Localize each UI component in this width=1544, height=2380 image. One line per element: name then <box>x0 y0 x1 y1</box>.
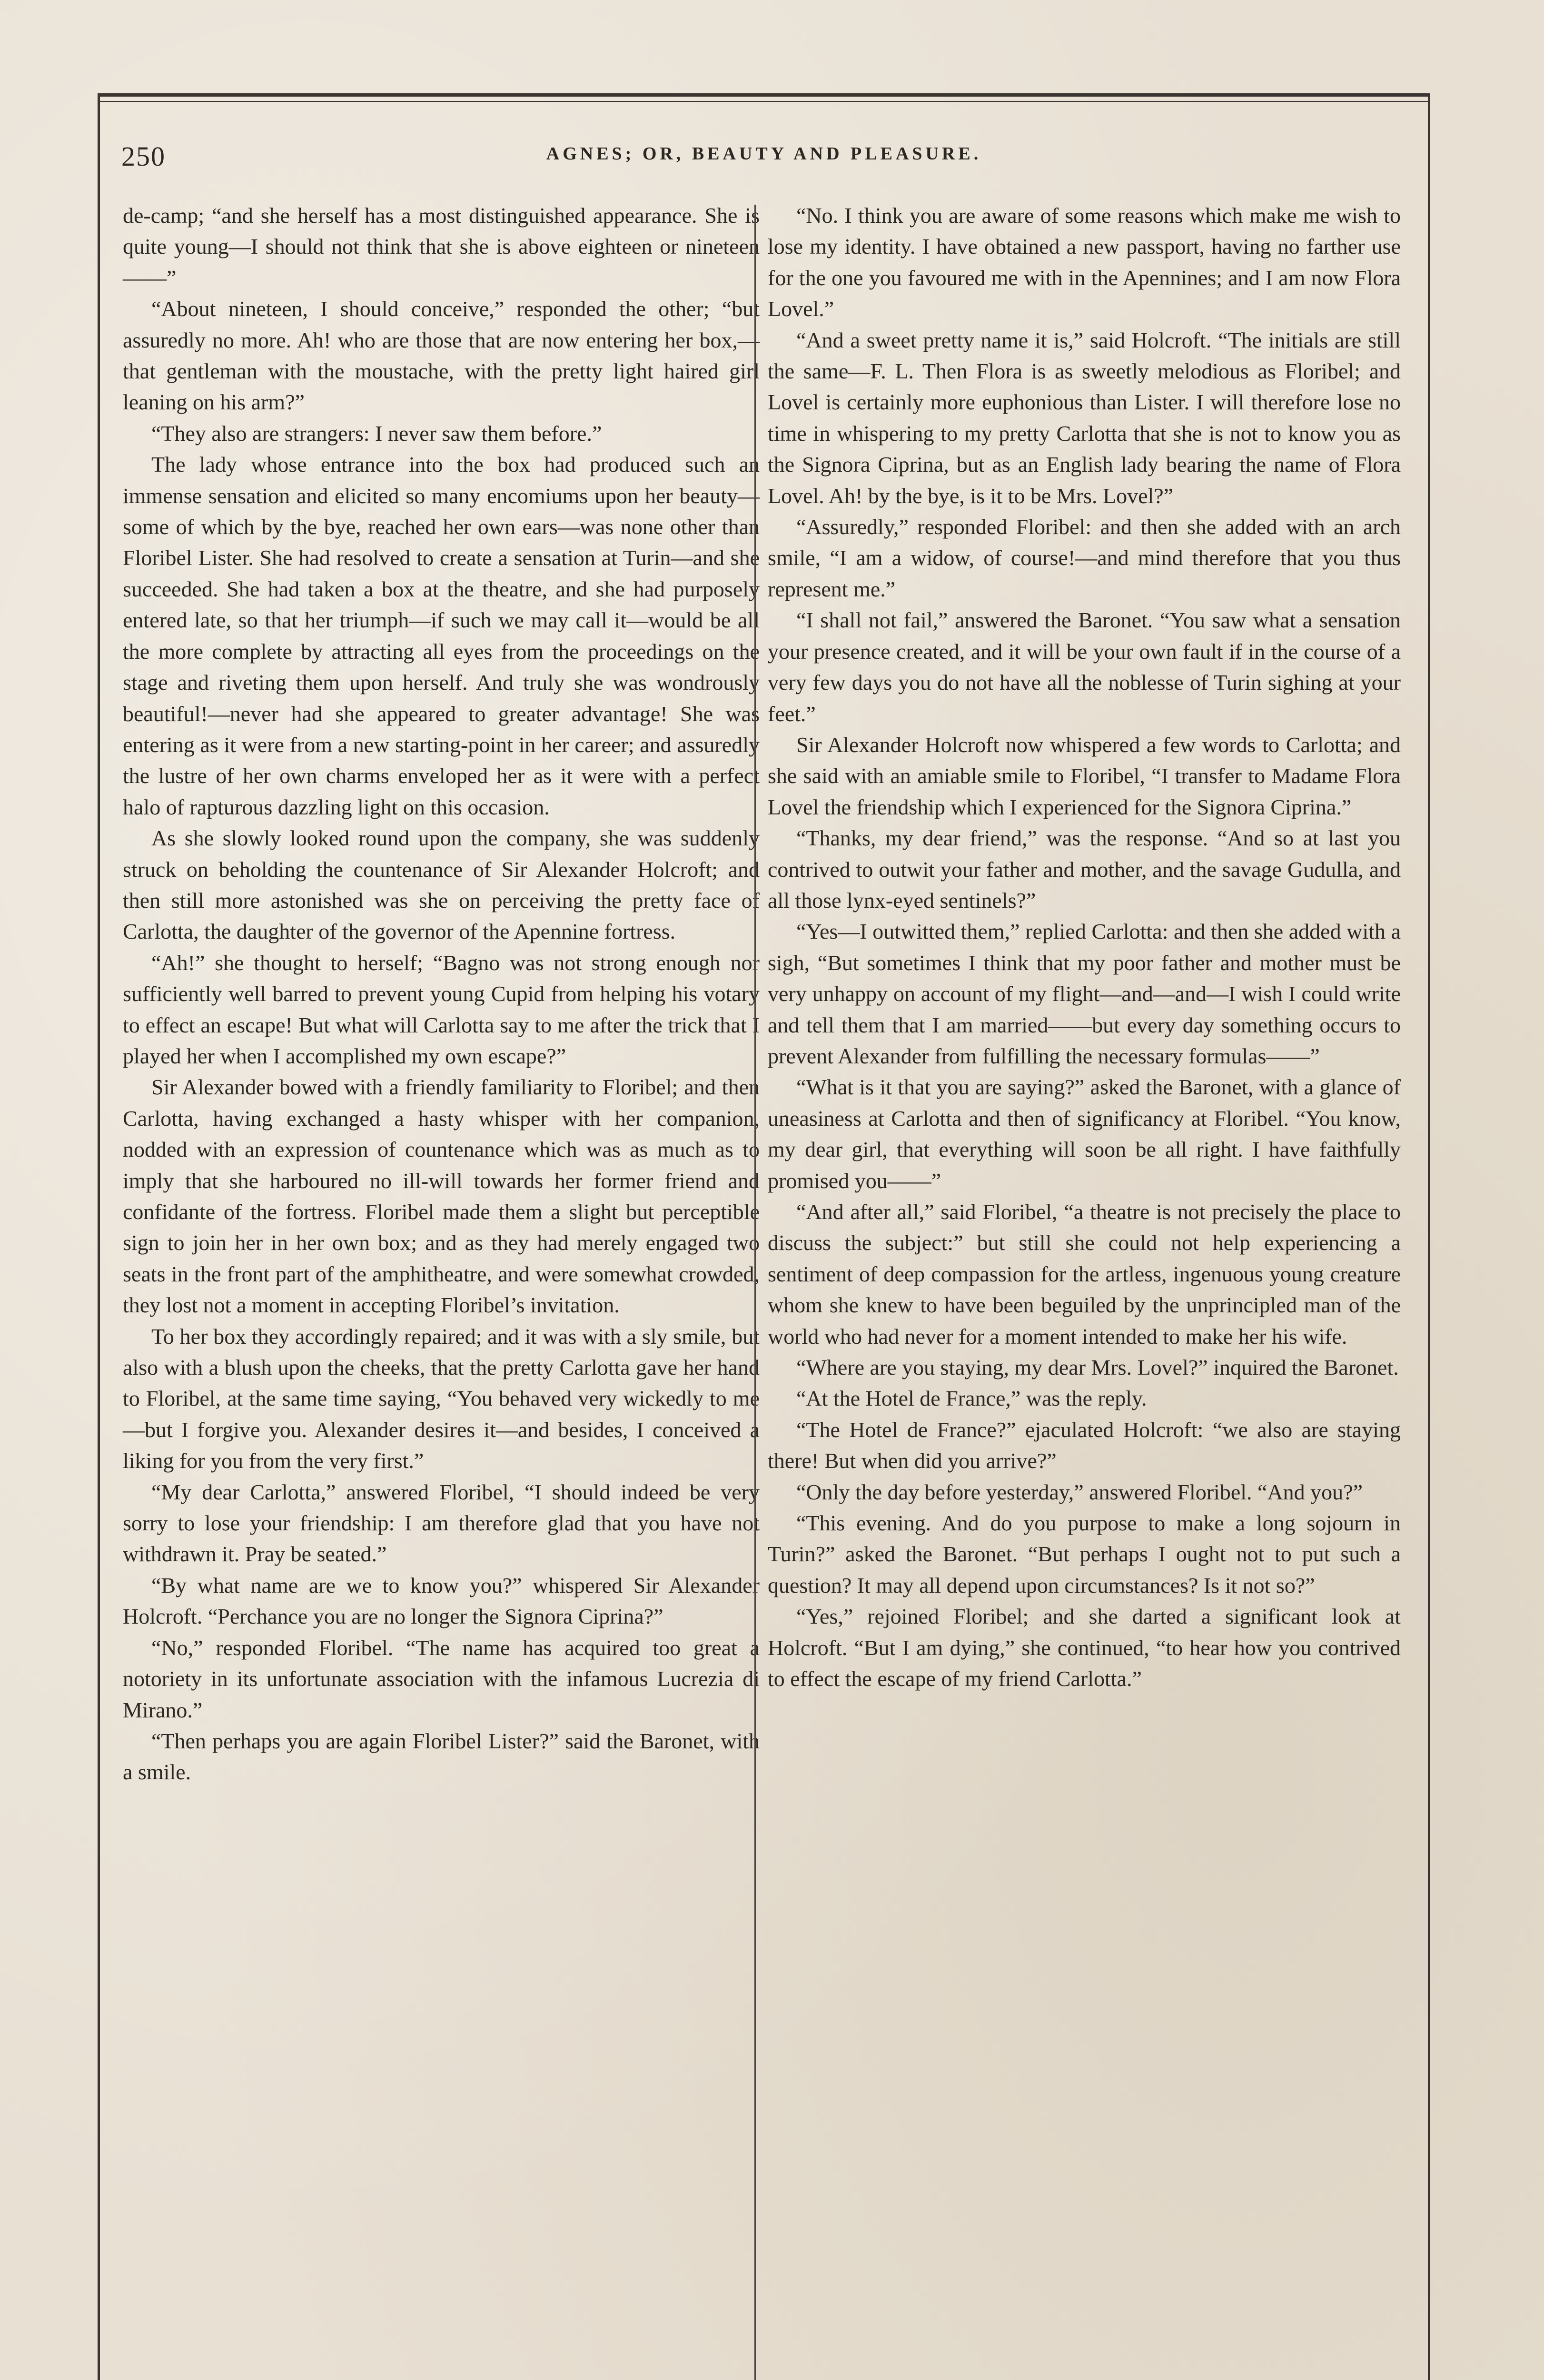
paragraph: “Where are you staying, my dear Mrs. Lovel?” inquired the Baronet. <box>796 1355 1399 1380</box>
paragraph: “The Hotel de France?” ejaculated Holcroft: “we also are staying there! But when did you arrive?” <box>768 1417 1401 1473</box>
paragraph: Sir Alexander bowed with a friendly familiarity to Floribel; and then Carlotta, having exchanged a hasty whisper with her companion, nodded with an expression of countenance which was as much as to imply that she harboured no ill-will towards her former friend and confidante of the fortress. Floribel made them a slight but perceptible sign to join her in her own box; and as they had merely engaged two seats in the front part of the amphitheatre, and were somewhat crowded, they lost not a moment in accepting Floribel’s invitation. <box>123 1075 760 1318</box>
paragraph: “And after all,” said Floribel, “a theatre is not precisely the place to discuss the subject:” but still she could not help experiencing a sentiment of deep compassion for the artless, ingenuous young creature whom she knew to have been beguiled by the unprincipled man of the world who had never for a moment intended to make her his wife. <box>768 1200 1401 1349</box>
paragraph: “By what name are we to know you?” whispered Sir Alexander Holcroft. “Perchance you are no longer the Signora Ciprina?” <box>123 1573 760 1629</box>
right-border-rule <box>1428 93 1430 2380</box>
paragraph: As she slowly looked round upon the company, she was suddenly struck on beholding the countenance of Sir Alexander Holcroft; and then still more astonished was she on perceiving the pretty face of Carlotta, the daughter of the governor of the Apennine fortress. <box>123 826 760 944</box>
paragraph: “At the Hotel de France,” was the reply. <box>796 1386 1147 1411</box>
paragraph: de-camp; “and she herself has a most distinguished appearance. She is quite young—I should not think that she is above eighteen or nineteen——” <box>123 203 760 290</box>
paragraph: “I shall not fail,” answered the Baronet. “You saw what a sensation your presence created, and it will be your own fault if in the course of a very few days you do not have all the noblesse of Turin sighing at your feet.” <box>768 608 1401 726</box>
paragraph: Sir Alexander Holcroft now whispered a few words to Carlotta; and she said with an amiable smile to Floribel, “I transfer to Madame Flora Lovel the friendship which I experienced for the Signora Ciprina.” <box>768 732 1401 819</box>
top-border-rule-thin <box>98 101 1430 102</box>
paragraph: “My dear Carlotta,” answered Floribel, “I should indeed be very sorry to lose your friendship: I am therefore glad that you have not withdrawn it. Pray be seated.” <box>123 1479 760 1567</box>
page-header <box>121 140 1406 172</box>
page-number: 250 <box>121 141 166 172</box>
top-border-rule <box>98 93 1430 97</box>
paragraph: “Thanks, my dear friend,” was the response. “And so at last you contrived to outwit your father and mother, and the savage Gudulla, and all those lynx-eyed sentinels?” <box>768 826 1401 912</box>
paragraph: “What is it that you are saying?” asked the Baronet, with a glance of uneasiness at Carlotta and then of significancy at Floribel. “You know, my dear girl, that everything will soon be all right. I have faithfully promised you——” <box>768 1075 1401 1193</box>
left-column <box>123 200 760 1788</box>
paragraph: “About nineteen, I should conceive,” responded the other; “but assuredly no more. Ah! who are those that are now entering her box,—that gentleman with the moustache, with the pretty light haired girl leaning on his arm?” <box>123 297 760 415</box>
right-column <box>768 200 1401 1695</box>
paragraph: “Yes,” rejoined Floribel; and she darted a significant look at Holcroft. “But I am dying,” she continued, “to hear how you contrived to effect the escape of my friend Carlotta.” <box>768 1604 1401 1691</box>
paragraph: The lady whose entrance into the box had produced such an immense sensation and elicited so many encomiums upon her beauty—some of which by the bye, reached her own ears—was none other than Floribel Lister. She had resolved to create a sensation at Turin—and she succeeded. She had taken a box at the theatre, and she had purposely entered late, so that her triumph—if such we may call it—would be all the more complete by attracting all eyes from the proceedings on the stage and riveting them upon herself. And truly she was wondrously beautiful!—never had she appeared to greater advantage! She was entering as it were from a new starting-point in her career; and assuredly the lustre of her own charms enveloped her as it were with a perfect halo of rapturous dazzling light on this occasion. <box>123 452 760 819</box>
paragraph: “Then perhaps you are again Floribel Lister?” said the Baronet, with a smile. <box>123 1728 760 1785</box>
paragraph: To her box they accordingly repaired; and it was with a sly smile, but also with a blush upon the cheeks, that the pretty Carlotta gave her hand to Floribel, at the same time saying, “You behaved very wickedly to me—but I forgive you. Alexander desires it—and besides, I conceived a liking for you from the very first.” <box>123 1324 760 1473</box>
column-divider <box>754 205 756 2380</box>
paragraph: “This evening. And do you purpose to make a long sojourn in Turin?” asked the Baronet. “But perhaps I ought not to put such a question? It may all depend upon circumstances? Is it not so?” <box>768 1511 1401 1597</box>
paragraph: “And a sweet pretty name it is,” said Holcroft. “The initials are still the same—F. L. Then Flora is as sweetly melodious as Floribel; and Lovel is certainly more euphonious than Lister. I will therefore lose no time in whispering to my pretty Carlotta that she is not to know you as the Signora Ciprina, but as an English lady bearing the name of Flora Lovel. Ah! by the bye, is it to be Mrs. Lovel?” <box>768 327 1401 508</box>
running-title: AGNES; OR, BEAUTY AND PLEASURE. <box>546 144 982 164</box>
paragraph: “No,” responded Floribel. “The name has acquired too great a notoriety in its unfortunate association with the infamous Lucrezia di Mirano.” <box>123 1635 760 1722</box>
paragraph: “No. I think you are aware of some reasons which make me wish to lose my identity. I have obtained a new passport, having no farther use for the one you favoured me with in the Apennines; and I am now Flora Lovel.” <box>768 203 1401 321</box>
paragraph: “Assuredly,” responded Floribel: and then she added with an arch smile, “I am a widow, of course!—and mind therefore that you thus represent me.” <box>768 515 1401 601</box>
paragraph: “Only the day before yesterday,” answered Floribel. “And you?” <box>796 1479 1363 1504</box>
paragraph: “Yes—I outwitted them,” replied Carlotta: and then she added with a sigh, “But sometimes I think that my poor father and mother must be very unhappy on account of my flight—and—and—I wish I could write and tell them that I am married——but every day something occurs to prevent Alexander from fulfilling the necessary formulas——” <box>768 919 1401 1068</box>
paragraph: “They also are strangers: I never saw them before.” <box>151 421 602 446</box>
left-border-rule <box>98 93 100 2380</box>
paragraph: “Ah!” she thought to herself; “Bagno was not strong enough nor sufficiently well barred to prevent young Cupid from helping his votary to effect an escape! But what will Carlotta say to me after the trick that I played her when I accomplished my own escape?” <box>123 950 760 1068</box>
